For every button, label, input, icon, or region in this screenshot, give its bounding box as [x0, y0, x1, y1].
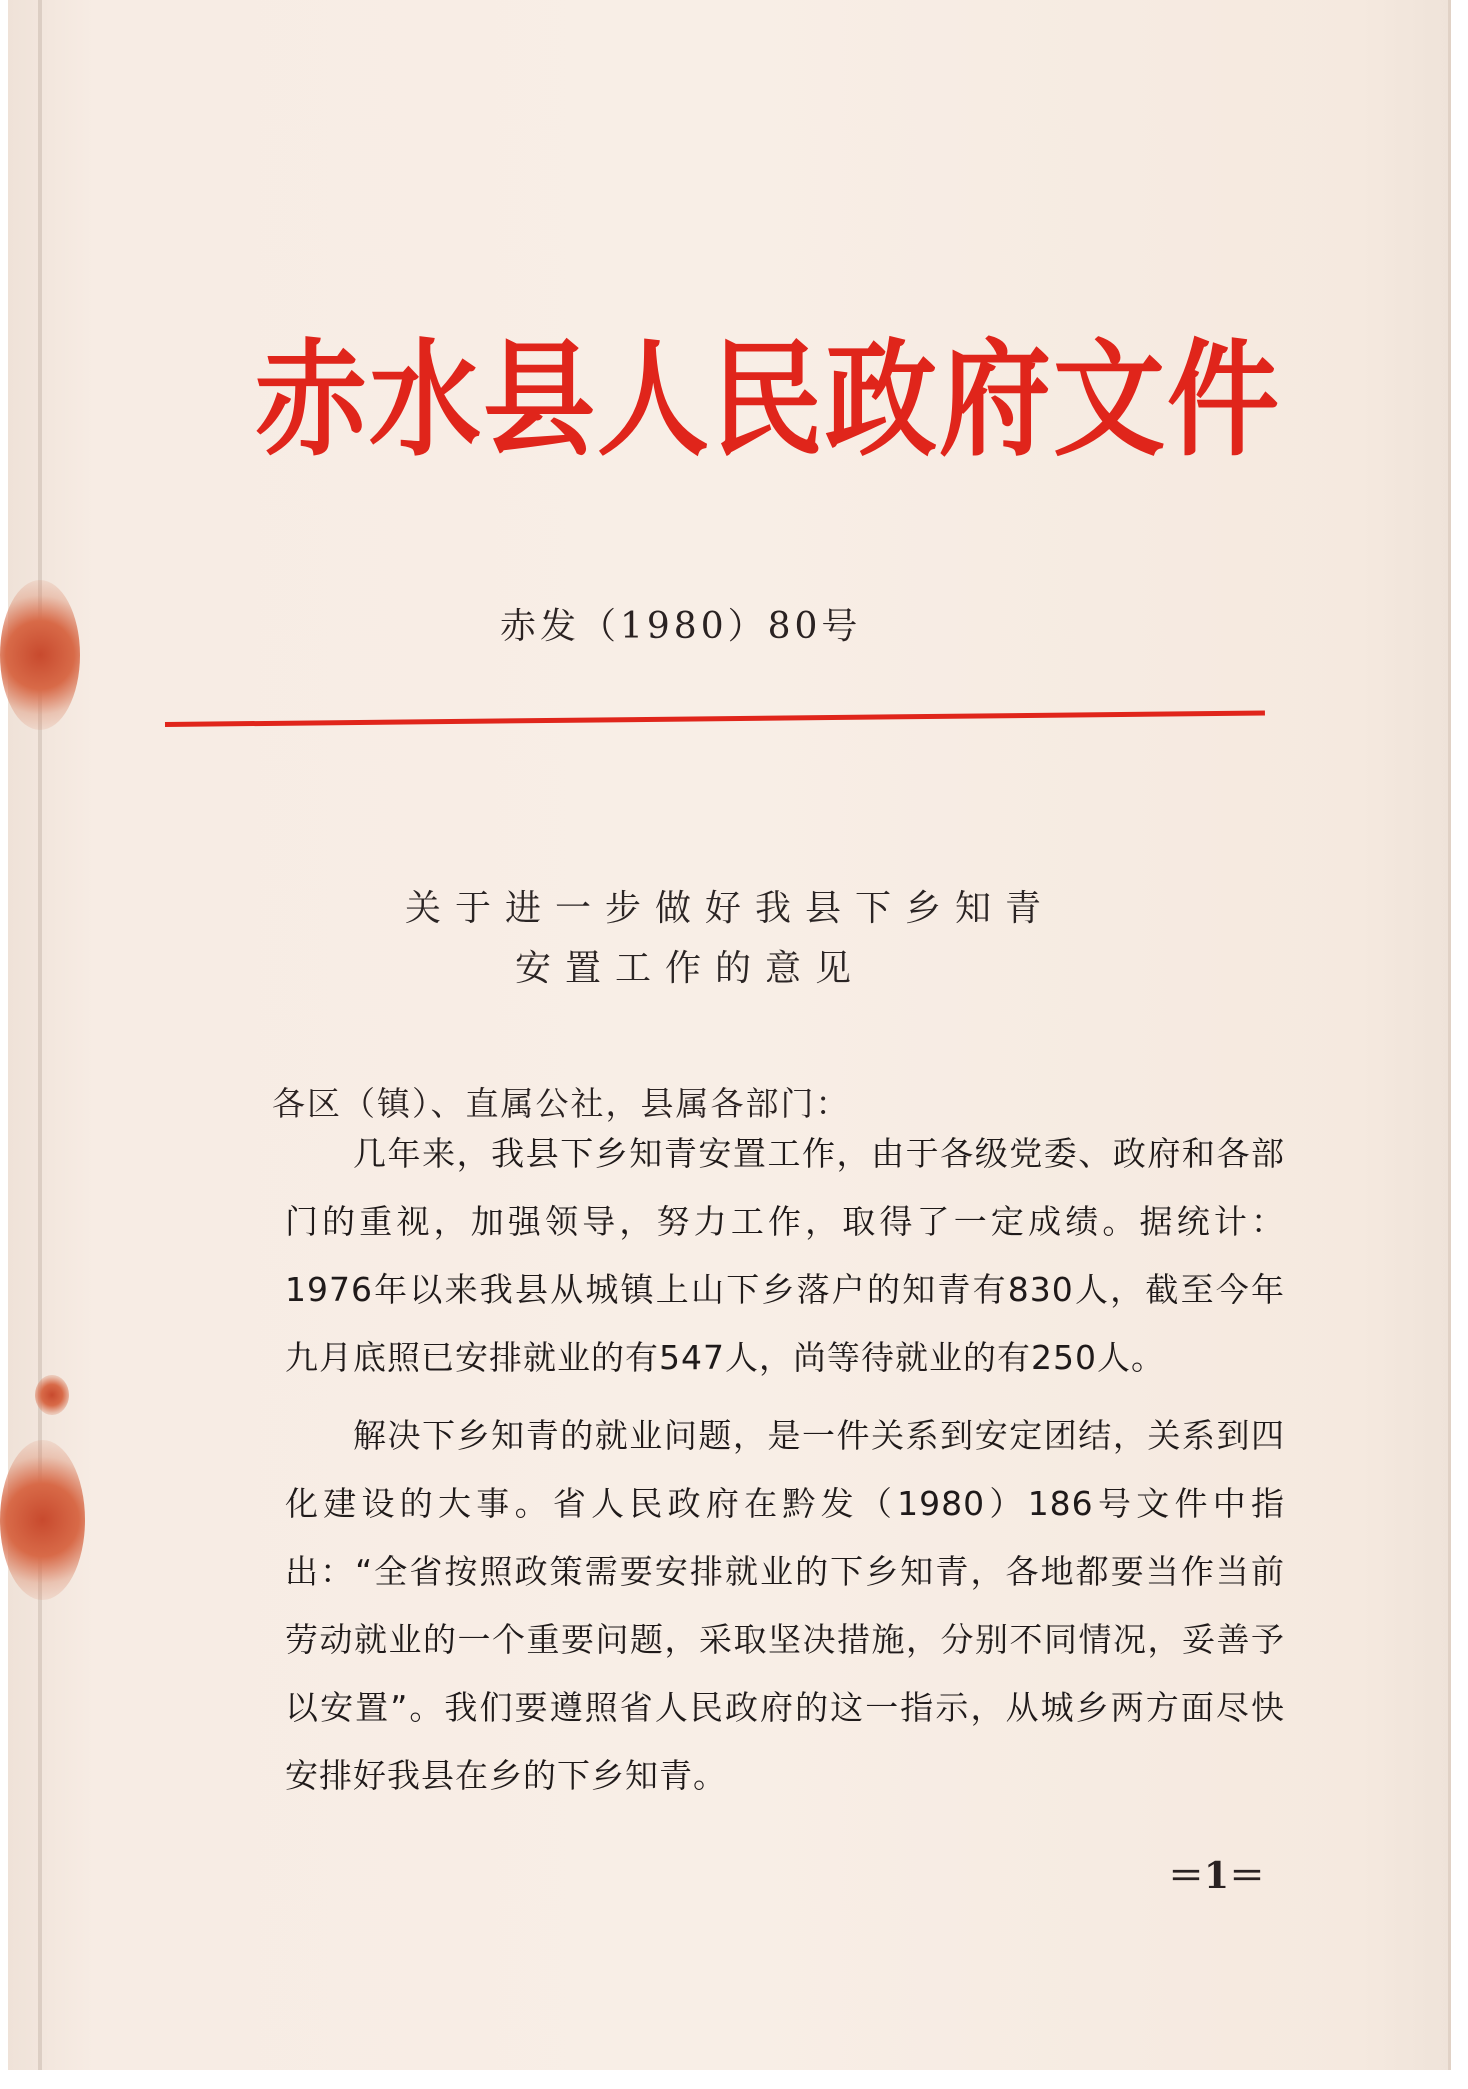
document-title-line-2: 安置工作的意见 [515, 948, 866, 989]
document-number: 赤发（1980）80号 [500, 606, 862, 647]
document-title-line-1: 关于进一步做好我县下乡知青 [405, 888, 1056, 929]
body-paragraph-2: 解决下乡知青的就业问题，是一件关系到安定团结，关系到四化建设的大事。省人民政府在黔发（1980）186号文件中指出：“全省按照政策需要安排就业的下乡知青，各地都要当作当前劳动就业的一个重要问题，采取坚决措施，分别不同情况，妥善予以安置”。我们要遵照省人民政府的这一指示，从城乡两方面尽快安排好我县在乡的下乡知青。 [285, 1416, 1285, 1795]
document-body [285, 1120, 1285, 1810]
addressee-line: 各区（镇）、直属公社，县属各部门： [272, 1084, 851, 1123]
binding-spine [38, 0, 42, 2070]
body-paragraph-1: 几年来，我县下乡知青安置工作，由于各级党委、政府和各部门的重视，加强领导，努力工作，取得了一定成绩。据统计：1976年以来我县从城镇上山下乡落户的知青有830人，截至今年九月底照已安排就业的有547人，尚等待就业的有250人。 [285, 1134, 1285, 1377]
binding-stain-upper [0, 580, 80, 730]
document-masthead: 赤水县人民政府文件 [255, 326, 1281, 474]
binding-stain-small [35, 1375, 69, 1415]
binding-stain-lower [0, 1440, 85, 1600]
page-number: ＝1＝ [1168, 1855, 1266, 1897]
